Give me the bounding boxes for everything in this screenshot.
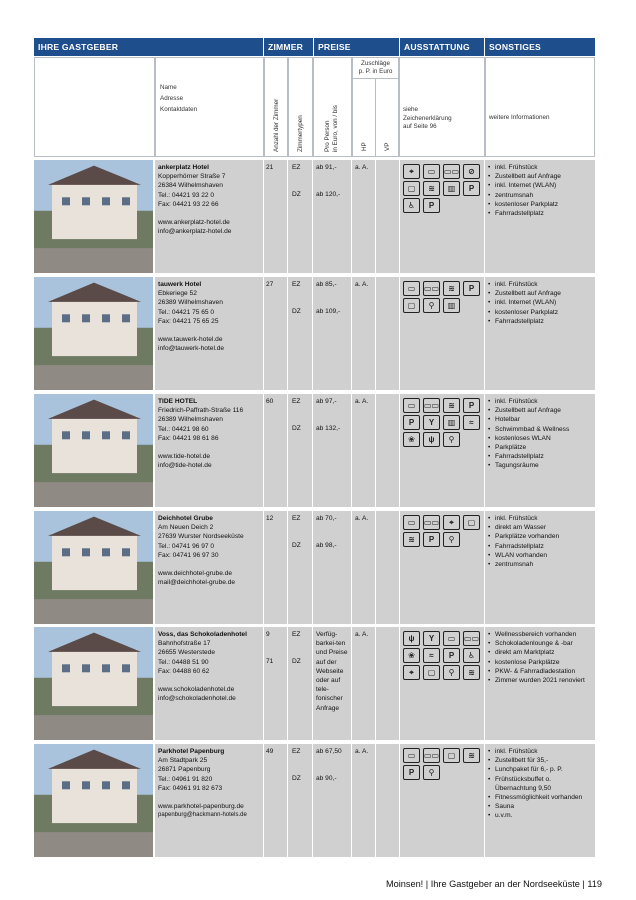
map-pin-icon: ⌖ <box>443 515 460 530</box>
hp-cell <box>352 627 375 740</box>
p-parking-icon: P <box>443 648 460 663</box>
hotel-contact-line: Tel.: 04421 98 60 <box>158 425 209 433</box>
hotel-name: Parkhotel Papenburg <box>158 748 225 755</box>
hotel-photo-illustration <box>34 277 153 390</box>
amenity-icons <box>400 511 484 624</box>
subheader-name: Name <box>160 84 177 91</box>
feature-item: • zentrumsnah <box>488 191 592 200</box>
hotel-contact-line: 27639 Wurster Nordseeküste <box>158 533 244 541</box>
feature-item: • inkl. Frühstück <box>488 397 592 406</box>
subheader-hp-cell <box>352 78 376 157</box>
feature-item: • Tagungsräume <box>488 461 592 470</box>
p-parking-icon: P <box>463 281 480 296</box>
rooms-count-2: 71 <box>266 658 274 666</box>
hotel-contact-line: Am Stadtpark 25 <box>158 757 208 765</box>
cocktail-icon: Y <box>423 415 440 430</box>
feature-item: • direkt am Wasser <box>488 523 592 532</box>
vp-cell <box>376 394 399 507</box>
hotel-contact-cell <box>155 394 263 507</box>
subheader-zuschlaege: Zuschläge <box>360 60 391 67</box>
hotel-contact-line: Tel.: 04488 51 90 <box>158 658 209 666</box>
feature-item: • Parkplätze <box>488 443 592 452</box>
p-parking-icon: P <box>403 415 420 430</box>
hotel-email-link[interactable]: info@tide-hotel.de <box>158 462 212 470</box>
features-cell <box>485 160 595 273</box>
rooms-count-cell <box>264 160 287 273</box>
bike-icon: ⚲ <box>443 432 460 447</box>
hotel-contact-line: 26384 Wilhelmshaven <box>158 182 223 190</box>
double-bed-icon: ▭▭ <box>423 281 440 296</box>
rooms-count: 60 <box>266 398 274 405</box>
hp-cell <box>352 744 375 857</box>
hotel-website-link[interactable]: www.deichhotel-grube.de <box>158 570 233 578</box>
hotel-contact-line: Bahnhofstraße 17 <box>158 640 211 648</box>
feature-item: • Fahrradstellplatz <box>488 452 592 461</box>
hotel-name: Deichhotel Grube <box>158 515 213 522</box>
room-type-dz: DZ <box>292 542 301 550</box>
hp-value: a. A. <box>355 515 369 522</box>
p-parking-icon: P <box>403 765 420 780</box>
map-pin-icon: ⌖ <box>403 164 420 179</box>
hotel-name: tauwerk Hotel <box>158 281 202 288</box>
header-preise: PREISE <box>314 38 399 56</box>
hotel-email-link[interactable]: mail@deichhotel-grube.de <box>158 579 236 587</box>
hotel-contact-line: Ebkeriege 52 <box>158 290 197 298</box>
room-type-dz: DZ <box>292 191 301 199</box>
subheader-vp: VP <box>384 142 391 151</box>
vp-cell <box>376 511 399 624</box>
hp-cell <box>352 511 375 624</box>
wifi-free-icon: ≋ <box>443 398 460 413</box>
features-cell <box>485 277 595 390</box>
hotel-contact-line <box>158 560 260 569</box>
feature-item: • Frühstücksbuffet o. Übernachtung 9,50 <box>488 775 592 793</box>
amenity-icons <box>400 277 484 390</box>
features-cell <box>485 627 595 740</box>
feature-item: • Zustellbett auf Anfrage <box>488 289 592 298</box>
subheader-vp-cell <box>375 78 399 157</box>
price-ez: ab 91,- <box>316 164 337 171</box>
feature-item: • Fitnessmöglichkeit vorhanden <box>488 793 592 802</box>
rooms-count-cell <box>264 277 287 390</box>
hotel-photo <box>34 627 153 740</box>
vp-cell <box>376 160 399 273</box>
features-list <box>488 514 592 569</box>
price-cell <box>313 627 351 740</box>
subheader-zuschlaege-unit: p. P. in Euro <box>358 68 393 75</box>
feature-item: • direkt am Marktplatz <box>488 648 592 657</box>
radiator-icon: ▥ <box>443 181 460 196</box>
subheader-ausstattung-cell <box>399 57 485 157</box>
hotel-website-link[interactable]: www.tide-hotel.de <box>158 453 211 461</box>
subheader-in-euro: in Euro, von / bis <box>332 105 339 152</box>
feature-item: • WLAN vorhanden <box>488 551 592 560</box>
p-parking-icon: P <box>423 532 440 547</box>
feature-item: • inkl. Internet (WLAN) <box>488 298 592 307</box>
room-types-cell <box>288 744 312 857</box>
map-pin-icon: ⌖ <box>403 665 420 680</box>
features-list <box>488 280 592 326</box>
feature-item: • inkl. Internet (WLAN) <box>488 181 592 190</box>
hotel-contact-line <box>158 793 260 802</box>
tv-icon: ▢ <box>403 298 420 313</box>
cutlery-icon: ψ <box>423 432 440 447</box>
room-type-ez: EZ <box>292 281 301 288</box>
tv-icon: ▢ <box>443 748 460 763</box>
subheader-name-cell <box>155 57 264 157</box>
double-bed-icon: ▭▭ <box>463 631 480 646</box>
hotel-photo <box>34 277 153 390</box>
hotel-contact-line <box>158 443 260 452</box>
subheader-pro-person: Pro Person <box>324 120 331 152</box>
hotel-name: ankerplatz Hotel <box>158 164 209 171</box>
hp-value: a. A. <box>355 748 369 755</box>
subheader-ausstattung-1: siehe <box>403 106 419 113</box>
price-ez: ab 85,- <box>316 281 337 288</box>
hotel-contact-line: Tel.: 04421 75 65 0 <box>158 308 215 316</box>
feature-item: • kostenloser Parkplatz <box>488 308 592 317</box>
room-types-cell <box>288 160 312 273</box>
hotel-contact-line: Am Neuen Deich 2 <box>158 524 214 532</box>
cutlery-icon: ψ <box>403 631 420 646</box>
no-smoking-icon: ⊘ <box>463 164 480 179</box>
feature-item: • Sauna <box>488 802 592 811</box>
bed-icon: ▭ <box>403 281 420 296</box>
double-bed-icon: ▭▭ <box>443 164 460 179</box>
hotel-contact-line <box>158 326 260 335</box>
hotel-contact-line: Fax: 04421 93 22 66 <box>158 200 219 208</box>
hotel-contact-line: Tel.: 04421 93 22 0 <box>158 191 215 199</box>
hp-value: a. A. <box>355 164 369 171</box>
hotel-photo-illustration <box>34 394 153 507</box>
hotel-contact-line <box>158 676 260 685</box>
feature-item: • inkl. Frühstück <box>488 514 592 523</box>
hotel-email-link[interactable]: info@tauwerk-hotel.de <box>158 345 225 353</box>
rooms-count: 49 <box>266 748 274 755</box>
price-cell <box>313 394 351 507</box>
feature-item: • Fahrradstellplatz <box>488 317 592 326</box>
subheader-hp: HP <box>361 142 368 151</box>
double-bed-icon: ▭▭ <box>423 515 440 530</box>
wellness-icon: ❀ <box>403 648 420 663</box>
bike-icon: ⚲ <box>423 765 440 780</box>
hotel-contact-line: Tel.: 04741 96 97 0 <box>158 542 215 550</box>
hotel-contact-line: Fax: 04421 98 61 86 <box>158 434 219 442</box>
feature-item: • inkl. Frühstück <box>488 163 592 172</box>
hotel-contact-line: 26871 Papenburg <box>158 766 211 774</box>
room-type-dz: DZ <box>292 425 301 433</box>
feature-item: • Zimmer wurden 2021 renoviert <box>488 676 592 685</box>
price-dz: ab 109,- <box>316 308 341 316</box>
hotel-contact-cell <box>155 160 263 273</box>
price-cell <box>313 511 351 624</box>
tv-icon: ▢ <box>403 181 420 196</box>
rooms-count-cell <box>264 511 287 624</box>
room-type-dz: DZ <box>292 658 301 666</box>
room-type-ez: EZ <box>292 631 301 638</box>
cocktail-icon: Y <box>423 631 440 646</box>
amenity-icons <box>400 160 484 273</box>
subheader-typen: Zimmertypen <box>297 115 304 152</box>
hotel-photo-illustration <box>34 744 153 857</box>
subheader-typen-cell <box>288 57 313 157</box>
rooms-count: 27 <box>266 281 274 288</box>
wifi-free-icon: ≋ <box>463 748 480 763</box>
price-dz: ab 120,- <box>316 191 341 199</box>
accessible-icon: ♿ <box>463 648 480 663</box>
features-cell <box>485 744 595 857</box>
bed-icon: ▭ <box>423 164 440 179</box>
hotel-website-link[interactable]: www.schokoladenhotel.de <box>158 686 235 694</box>
price-ez: ab 67,50 <box>316 748 342 755</box>
hotel-website-link[interactable]: www.tauwerk-hotel.de <box>158 336 223 344</box>
pool-icon: ≈ <box>423 648 440 663</box>
hotel-contact-line: Tel.: 04961 91 820 <box>158 775 213 783</box>
wellness-icon: ❀ <box>403 432 420 447</box>
room-type-ez: EZ <box>292 164 301 171</box>
hotel-website-link[interactable]: www.ankerplatz-hotel.de <box>158 219 230 227</box>
feature-item: • zentrumsnah <box>488 560 592 569</box>
bed-icon: ▭ <box>403 748 420 763</box>
room-types-cell <box>288 511 312 624</box>
wifi-free-icon: ≋ <box>463 665 480 680</box>
hotel-contact-line: 26389 Wilhelmshaven <box>158 299 223 307</box>
subheader-contact: Kontaktdaten <box>160 106 198 113</box>
hotel-photo <box>34 394 153 507</box>
hp-cell <box>352 277 375 390</box>
subheader-preis-cell <box>313 57 352 157</box>
subheader-ausstattung-3: auf Seite 96 <box>403 123 437 130</box>
hotel-contact-line: 26655 Westerstede <box>158 649 216 657</box>
hotel-contact-cell <box>155 627 263 740</box>
features-list <box>488 163 592 218</box>
room-types-cell <box>288 627 312 740</box>
hotel-contact-cell <box>155 744 263 857</box>
price-ez: ab 70,- <box>316 515 337 522</box>
double-bed-icon: ▭▭ <box>423 398 440 413</box>
feature-item: • kostenlose Parkplätze <box>488 658 592 667</box>
price-dz: ab 90,- <box>316 775 337 783</box>
subheader-anzahl-cell <box>264 57 288 157</box>
feature-item: • kostenloses WLAN <box>488 434 592 443</box>
feature-item: • Zustellbett auf Anfrage <box>488 406 592 415</box>
price-cell <box>313 744 351 857</box>
price-dz: ab 98,- <box>316 542 337 550</box>
price-cell <box>313 277 351 390</box>
hotel-photo-illustration <box>34 160 153 273</box>
wifi-free-icon: ≋ <box>423 181 440 196</box>
hotel-email-link[interactable]: papenburg@hackmann-hotels.de <box>158 812 247 819</box>
hotel-contact-line: Fax: 04741 96 97 30 <box>158 551 219 559</box>
features-cell <box>485 511 595 624</box>
features-list <box>488 630 592 685</box>
feature-item: • PKW- & Fahrradladestation <box>488 667 592 676</box>
room-type-dz: DZ <box>292 308 301 316</box>
radiator-icon: ▥ <box>443 415 460 430</box>
feature-item: • Fahrradstellplatz <box>488 542 592 551</box>
subheader-sonstiges-cell <box>485 57 595 157</box>
tv-icon: ▢ <box>463 515 480 530</box>
bike-icon: ⚲ <box>443 665 460 680</box>
feature-item: • Zustellbett für 35,- <box>488 756 592 765</box>
feature-item: • Lunchpaket für 6,- p. P. <box>488 765 592 774</box>
amenity-icons <box>400 744 484 857</box>
rooms-count-cell <box>264 394 287 507</box>
room-type-ez: EZ <box>292 398 301 405</box>
feature-item: • Parkplätze vorhanden <box>488 532 592 541</box>
wifi-free-icon: ≋ <box>403 532 420 547</box>
hp-cell <box>352 394 375 507</box>
hotel-photo <box>34 511 153 624</box>
subheader-ausstattung-2: Zeichenerklärung <box>403 114 452 122</box>
subheader-image-cell <box>34 57 155 157</box>
header-ausstattung: AUSSTATTUNG <box>400 38 484 56</box>
hotel-name: Voss, das Schokoladenhotel <box>158 631 247 638</box>
rooms-count: 9 <box>266 631 270 638</box>
bed-icon: ▭ <box>403 398 420 413</box>
hotel-contact-line <box>158 209 260 218</box>
vp-cell <box>376 277 399 390</box>
accessible-icon: ♿ <box>403 198 420 213</box>
hotel-name: TIDE HOTEL <box>158 398 198 405</box>
feature-item: • Zustellbett auf Anfrage <box>488 172 592 181</box>
page-footer: Moinsen! | Ihre Gastgeber an der Nordseeküste | 119 <box>385 879 602 889</box>
tv-icon: ▢ <box>423 665 440 680</box>
subheader-sonstiges: weitere Informationen <box>489 114 550 121</box>
hotel-contact-cell <box>155 511 263 624</box>
header-sonstiges: SONSTIGES <box>485 38 595 56</box>
room-types-cell <box>288 394 312 507</box>
hotel-contact-line: Fax: 04421 75 65 25 <box>158 317 219 325</box>
amenity-icons <box>400 394 484 507</box>
header-zimmer: ZIMMER <box>264 38 313 56</box>
subheader-zuschlaege-cell <box>352 57 399 79</box>
hotel-website-link[interactable]: www.parkhotel-papenburg.de <box>158 803 244 811</box>
hp-cell <box>352 160 375 273</box>
p-parking-icon: P <box>423 198 440 213</box>
header-gastgeber: IHRE GASTGEBER <box>34 38 263 56</box>
feature-item: • Fahrradstellplatz <box>488 209 592 218</box>
feature-item: • Schokoladenlounge & -bar <box>488 639 592 648</box>
hotel-contact-line: Fax: 04961 91 82 673 <box>158 784 223 792</box>
hp-value: a. A. <box>355 281 369 288</box>
feature-item: • Wellnessbereich vorhanden <box>488 630 592 639</box>
hotel-contact-line: 26389 Wilhelmshaven <box>158 416 223 424</box>
hp-value: a. A. <box>355 631 369 638</box>
bed-icon: ▭ <box>403 515 420 530</box>
radiator-icon: ▥ <box>443 298 460 313</box>
price-ez: Verfüg-barkei-ten und Preise auf der Webseite oder auf tele-fonischer Anfrage <box>316 631 348 712</box>
room-types-cell <box>288 277 312 390</box>
feature-item: • inkl. Frühstück <box>488 747 592 756</box>
feature-item: • Hotelbar <box>488 415 592 424</box>
wifi-free-icon: ≋ <box>443 281 460 296</box>
room-type-dz: DZ <box>292 775 301 783</box>
bed-icon: ▭ <box>443 631 460 646</box>
features-list <box>488 397 592 471</box>
double-bed-icon: ▭▭ <box>423 748 440 763</box>
hotel-contact-line: Friedrich-Paffrath-Straße 116 <box>158 407 244 415</box>
rooms-count: 21 <box>266 164 274 171</box>
feature-item: • u.v.m. <box>488 811 592 820</box>
room-type-ez: EZ <box>292 748 301 755</box>
price-ez: ab 97,- <box>316 398 337 405</box>
rooms-count-cell <box>264 627 287 740</box>
features-cell <box>485 394 595 507</box>
bike-icon: ⚲ <box>443 532 460 547</box>
vp-cell <box>376 627 399 740</box>
vp-cell <box>376 744 399 857</box>
subheader-anzahl: Anzahl der Zimmer <box>273 98 280 152</box>
amenity-icons <box>400 627 484 740</box>
price-dz: ab 132,- <box>316 425 341 433</box>
hotel-photo-illustration <box>34 627 153 740</box>
parking-p-icon: P <box>463 181 480 196</box>
hotel-email-link[interactable]: info@schokoladenhotel.de <box>158 695 236 703</box>
feature-item: • inkl. Frühstück <box>488 280 592 289</box>
hotel-contact-line: Fax: 04488 60 62 <box>158 667 210 675</box>
features-list <box>488 747 592 821</box>
subheader-address: Adresse <box>160 95 184 102</box>
rooms-count-cell <box>264 744 287 857</box>
hotel-contact-cell <box>155 277 263 390</box>
hotel-contact-line: Kopperhörner Straße 7 <box>158 173 226 181</box>
p-parking-icon: P <box>463 398 480 413</box>
feature-item: • Schwimmbad & Wellness <box>488 425 592 434</box>
rooms-count: 12 <box>266 515 274 522</box>
hotel-photo <box>34 744 153 857</box>
bike-icon: ⚲ <box>423 298 440 313</box>
feature-item: • kostenloser Parkplatz <box>488 200 592 209</box>
price-cell <box>313 160 351 273</box>
hotel-photo <box>34 160 153 273</box>
room-type-ez: EZ <box>292 515 301 522</box>
pool-icon: ≈ <box>463 415 480 430</box>
hotel-photo-illustration <box>34 511 153 624</box>
hp-value: a. A. <box>355 398 369 405</box>
hotel-email-link[interactable]: info@ankerplatz-hotel.de <box>158 228 232 236</box>
